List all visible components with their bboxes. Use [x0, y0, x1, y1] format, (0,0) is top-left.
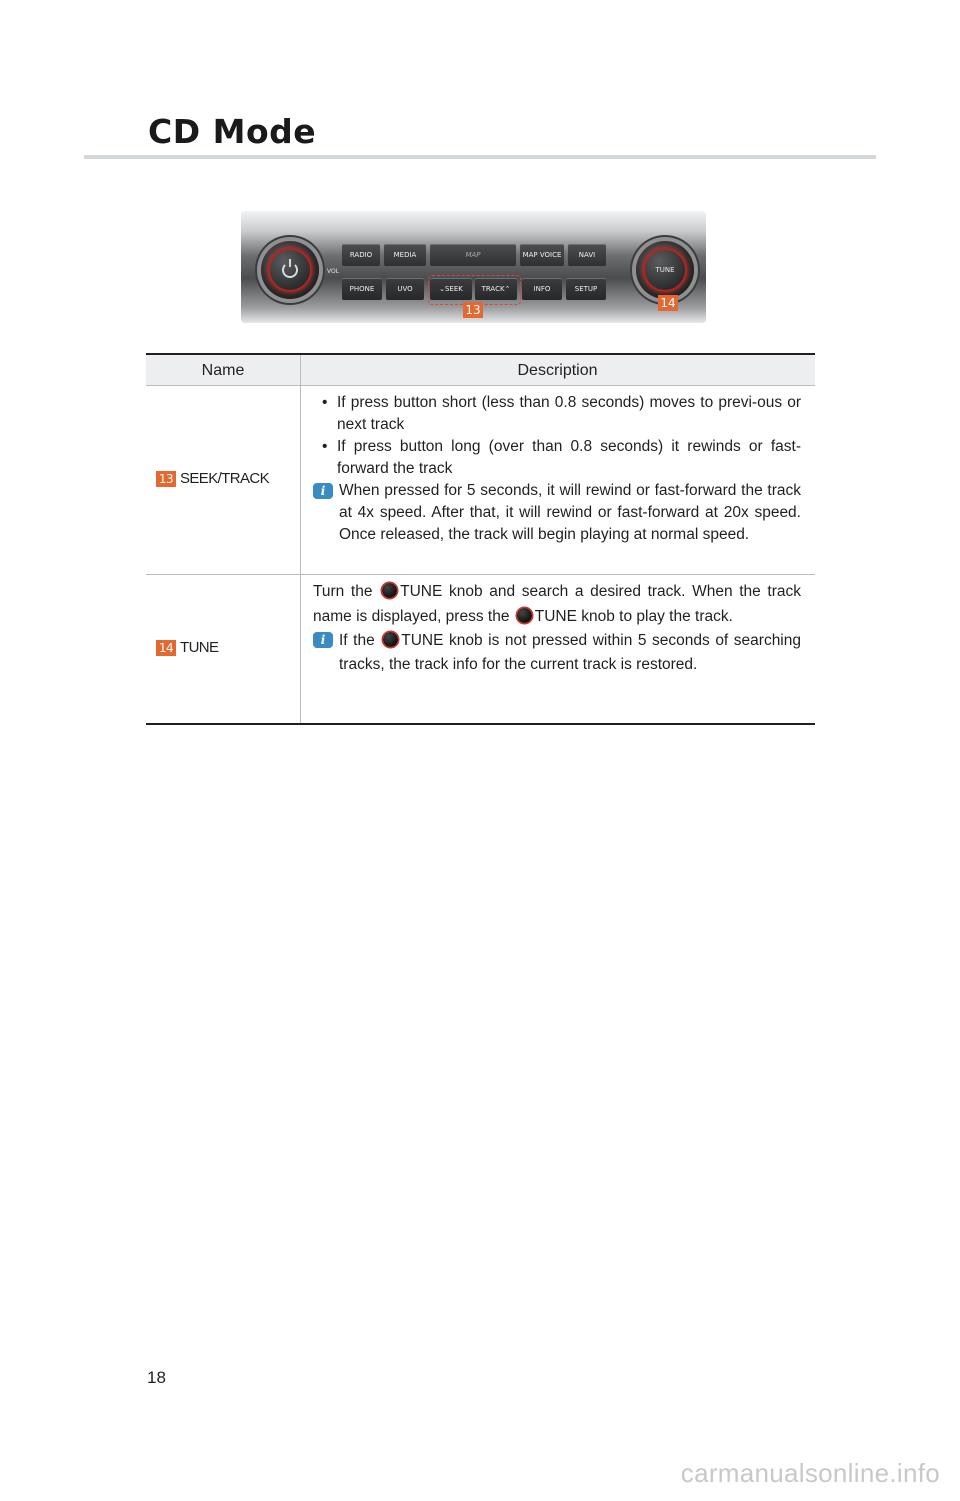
- callout-13: 13: [463, 302, 483, 318]
- info-note: i When pressed for 5 seconds, it will rewind or fast-forward the track at 4x speed. After that, it will rewind or fast-forward at 20x speed. Once released, the track will begin playing at normal speed.: [313, 480, 801, 546]
- description-cell: [313, 579, 801, 677]
- header-description: Description: [517, 362, 598, 379]
- callout-14: 14: [658, 295, 678, 311]
- navi-button: NAVI: [568, 244, 606, 266]
- info-note: i If the TUNE knob is not pressed within 5 seconds of searching tracks, the track info for the current track is restored.: [313, 629, 801, 677]
- info-icon: i: [313, 632, 333, 648]
- tune-paragraph: Turn the TUNE knob and search a desired track. When the track name is displayed, press the TUNE knob to play the track.: [313, 583, 801, 625]
- media-button: MEDIA: [384, 244, 426, 266]
- row-name: TUNE: [180, 639, 219, 656]
- page-title: CD Mode: [148, 112, 317, 151]
- tune-knob-icon: [383, 632, 398, 647]
- head-unit-illustration: [241, 211, 706, 323]
- seek-button: ⌄SEEK: [430, 278, 472, 300]
- table-header: [146, 355, 815, 386]
- description-cell: [313, 392, 801, 546]
- bullet-item: • If press button long (over than 0.8 seconds) it rewinds or fast-forward the track: [322, 438, 801, 477]
- power-icon: [282, 262, 298, 278]
- track-button: TRACK⌃: [475, 278, 517, 300]
- name-cell: [156, 639, 218, 656]
- uvo-button: UVO: [386, 278, 424, 300]
- info-button: INFO: [522, 278, 562, 300]
- callout-badge: 14: [156, 640, 176, 656]
- radio-button: RADIO: [342, 244, 380, 266]
- table-bottom-rule: [146, 723, 815, 725]
- seek-track-highlight: [428, 275, 521, 305]
- setup-button: SETUP: [566, 278, 606, 300]
- info-icon: i: [313, 483, 333, 499]
- tune-knob-icon: [382, 583, 397, 598]
- header-name: Name: [201, 362, 245, 379]
- tune-knob-icon: [517, 608, 532, 623]
- watermark: carmanualsonline.info: [680, 1458, 940, 1488]
- callout-badge: 13: [156, 471, 176, 487]
- column-divider: [300, 355, 301, 724]
- volume-knob: [261, 241, 319, 299]
- map-button: MAP: [430, 244, 516, 266]
- vol-label: VOL: [327, 268, 340, 275]
- map-voice-button: MAP VOICE: [520, 244, 564, 266]
- tune-knob-label: TUNE: [655, 266, 675, 274]
- table-row: [146, 386, 815, 575]
- name-cell: [156, 470, 269, 487]
- table-row: [146, 575, 815, 722]
- page-number: 18: [147, 1368, 166, 1387]
- phone-button: PHONE: [342, 278, 382, 300]
- row-name: SEEK/TRACK: [180, 470, 270, 487]
- bullet-item: • If press button short (less than 0.8 seconds) moves to previ-ous or next track: [322, 394, 801, 433]
- title-divider: [84, 155, 876, 159]
- tune-knob: [636, 241, 694, 299]
